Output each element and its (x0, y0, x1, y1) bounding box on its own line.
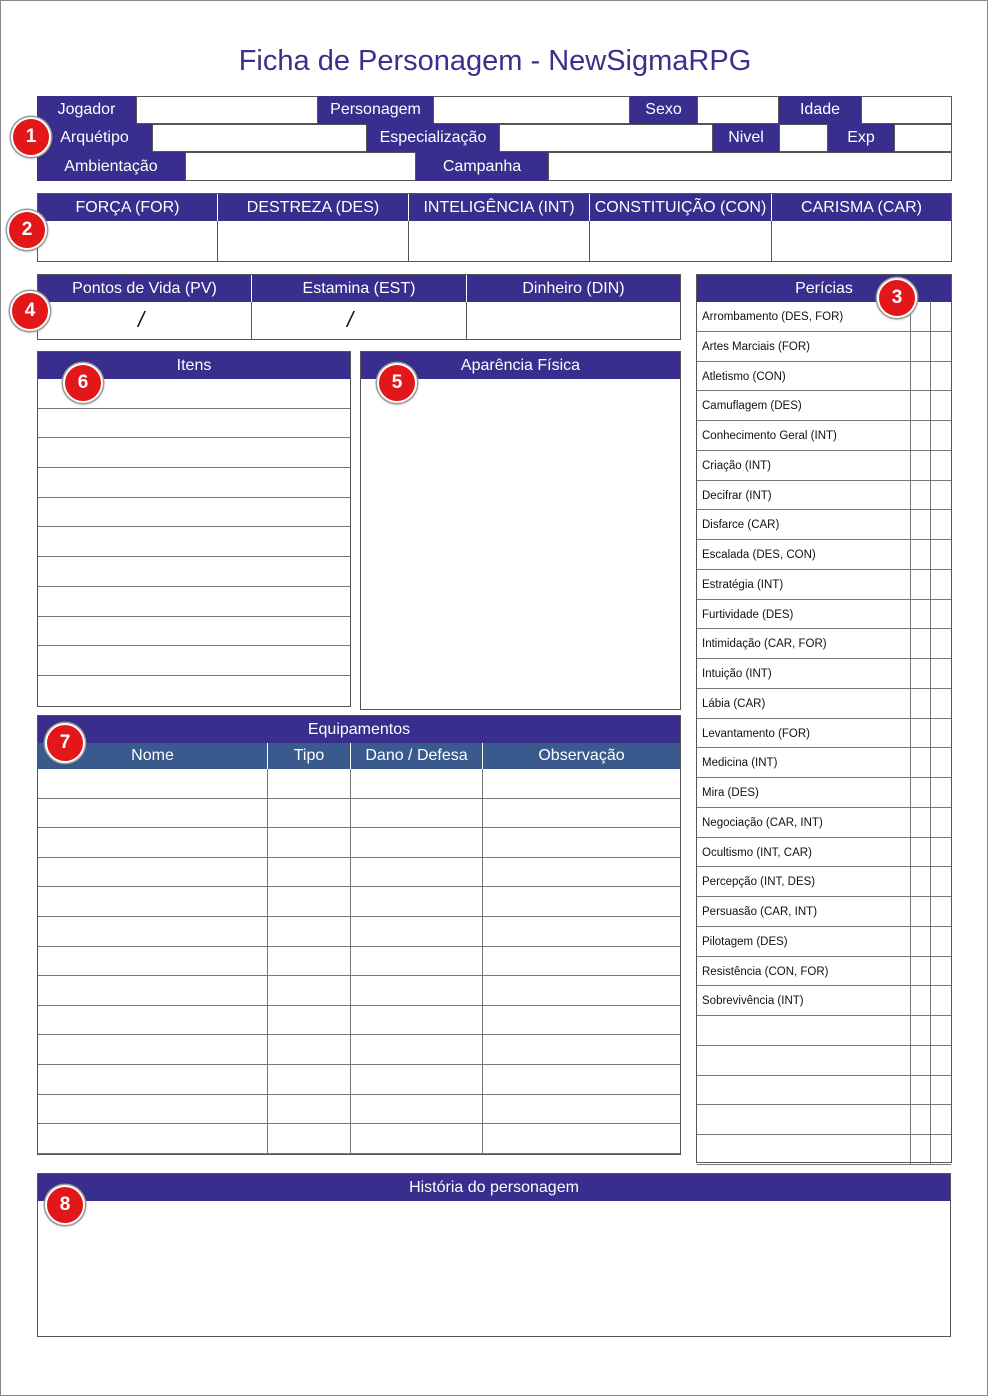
skill-row (697, 1016, 951, 1046)
skill-label: Lábia (CAR) (702, 697, 766, 710)
personagem-field[interactable] (433, 96, 630, 124)
equip-cell-nome[interactable] (38, 1124, 268, 1154)
exp-field[interactable] (894, 124, 952, 152)
skill-row (697, 1135, 951, 1165)
skill-check-2[interactable] (930, 897, 951, 927)
pv-separator: / (138, 307, 145, 332)
equip-cell-dano[interactable] (351, 1006, 483, 1036)
historia-field[interactable] (38, 1201, 950, 1336)
especializacao-field[interactable] (499, 124, 713, 152)
skill-check-2[interactable] (930, 927, 951, 957)
label-ambientacao: Ambientação (37, 152, 185, 181)
skill-row (697, 1076, 951, 1106)
equip-cell-nome[interactable] (38, 1006, 268, 1036)
idade-field[interactable] (861, 96, 952, 124)
skill-check-1[interactable] (910, 600, 930, 630)
skill-label: Negociação (CAR, INT) (702, 816, 823, 829)
aparencia-field[interactable] (361, 379, 680, 709)
skill-check-2[interactable] (930, 540, 951, 570)
equip-cell-dano[interactable] (351, 1065, 483, 1095)
equip-cell-tipo[interactable] (268, 828, 351, 858)
skill-label: Atletismo (CON) (702, 370, 786, 383)
equip-cell-nome[interactable] (38, 917, 268, 947)
skill-label: Pilotagem (DES) (702, 935, 788, 948)
equip-cell-tipo[interactable] (268, 799, 351, 829)
skill-check-1[interactable] (910, 629, 930, 659)
skill-check-1[interactable] (910, 362, 930, 392)
skill-label: Decifrar (INT) (702, 489, 772, 502)
skills-column-divider (930, 301, 931, 1162)
skill-row (697, 659, 951, 689)
skill-label: Levantamento (FOR) (702, 727, 811, 740)
skill-check-2[interactable] (930, 1076, 951, 1106)
equip-cell-tipo[interactable] (268, 976, 351, 1006)
badge-2: 2 (7, 210, 47, 250)
vital-header-din: Dinheiro (DIN) (467, 275, 680, 302)
item-row[interactable] (38, 587, 350, 617)
vitals-section (37, 274, 681, 340)
skill-label: Percepção (INT, DES) (702, 876, 816, 889)
est-separator: / (347, 307, 354, 332)
badge-8: 8 (45, 1185, 85, 1225)
equip-cell-obs[interactable] (483, 887, 680, 917)
skill-row (697, 897, 951, 927)
equip-col-tipo: Tipo (268, 743, 351, 769)
equip-cell-obs[interactable] (483, 1124, 680, 1154)
badge-7: 7 (45, 723, 85, 763)
skill-check-1[interactable] (910, 332, 930, 362)
historia-section (37, 1173, 951, 1337)
equip-cell-obs[interactable] (483, 1065, 680, 1095)
equip-cell-nome[interactable] (38, 799, 268, 829)
skills-header: Perícias (697, 275, 951, 302)
attr-header-for: FORÇA (FOR) (38, 194, 218, 221)
attr-value-car[interactable] (772, 221, 951, 261)
skill-check-1[interactable] (910, 510, 930, 540)
skill-row (697, 808, 951, 838)
vital-value-est[interactable] (252, 302, 467, 339)
item-row[interactable] (38, 557, 350, 587)
equip-cell-dano[interactable] (351, 828, 483, 858)
skill-check-2[interactable] (930, 838, 951, 868)
skill-label: Disfarce (CAR) (702, 519, 780, 532)
equip-cell-obs[interactable] (483, 799, 680, 829)
equip-cell-tipo[interactable] (268, 947, 351, 977)
skill-check-1[interactable] (910, 1135, 930, 1165)
equip-cell-tipo[interactable] (268, 1065, 351, 1095)
badge-3: 3 (877, 278, 917, 318)
equip-cell-obs[interactable] (483, 1095, 680, 1125)
skill-row (697, 570, 951, 600)
equip-col-nome: Nome (38, 743, 268, 769)
skill-label: Sobrevivência (INT) (702, 995, 804, 1008)
skill-check-2[interactable] (930, 629, 951, 659)
equip-cell-tipo[interactable] (268, 917, 351, 947)
jogador-field[interactable] (136, 96, 318, 124)
skill-check-2[interactable] (930, 1105, 951, 1135)
equip-cell-nome[interactable] (38, 1035, 268, 1065)
skill-check-1[interactable] (910, 1105, 930, 1135)
equip-cell-tipo[interactable] (268, 1124, 351, 1154)
equip-cell-dano[interactable] (351, 1035, 483, 1065)
skill-row (697, 391, 951, 421)
ambientacao-field[interactable] (185, 152, 416, 181)
skill-check-1[interactable] (910, 927, 930, 957)
item-row[interactable] (38, 676, 350, 706)
item-row[interactable] (38, 468, 350, 498)
label-nivel: Nivel (713, 124, 779, 152)
badge-5: 5 (377, 363, 417, 403)
skill-check-1[interactable] (910, 391, 930, 421)
skill-check-1[interactable] (910, 778, 930, 808)
skill-check-2[interactable] (930, 391, 951, 421)
skill-check-2[interactable] (930, 1135, 951, 1165)
itens-header: Itens (38, 352, 350, 379)
skill-check-2[interactable] (930, 510, 951, 540)
attr-header-car: CARISMA (CAR) (772, 194, 951, 221)
skill-label: Conhecimento Geral (INT) (702, 430, 837, 442)
skill-row (697, 838, 951, 868)
page-title: Ficha de Personagem - NewSigmaRPG (238, 45, 752, 77)
equip-cell-tipo[interactable] (268, 1035, 351, 1065)
equip-cell-dano[interactable] (351, 976, 483, 1006)
skills-column-divider (910, 301, 911, 1162)
attr-header-int: INTELIGÊNCIA (INT) (409, 194, 590, 221)
skill-check-2[interactable] (930, 362, 951, 392)
attr-value-int[interactable] (409, 221, 590, 261)
skill-check-2[interactable] (930, 1046, 951, 1076)
skill-label: Furtividade (DES) (702, 608, 794, 621)
equip-cell-obs[interactable] (483, 1006, 680, 1036)
skill-check-1[interactable] (910, 570, 930, 600)
skill-label: Camuflagem (DES) (702, 400, 802, 413)
skill-check-2[interactable] (930, 986, 951, 1016)
skill-row (697, 867, 951, 897)
skill-check-2[interactable] (930, 867, 951, 897)
skill-row (697, 421, 951, 451)
attr-header-des: DESTREZA (DES) (218, 194, 409, 221)
attr-value-des[interactable] (218, 221, 409, 261)
skill-check-2[interactable] (930, 719, 951, 749)
equip-cell-nome[interactable] (38, 1095, 268, 1125)
equip-cell-dano[interactable] (351, 858, 483, 888)
skill-check-2[interactable] (930, 689, 951, 719)
skill-row (697, 927, 951, 957)
skill-label: Artes Marciais (FOR) (702, 340, 810, 353)
skill-row (697, 362, 951, 392)
item-row[interactable] (38, 409, 350, 439)
skill-check-1[interactable] (910, 451, 930, 481)
skill-check-1[interactable] (910, 986, 930, 1016)
skill-row (697, 540, 951, 570)
skill-row (697, 748, 951, 778)
equip-cell-obs[interactable] (483, 858, 680, 888)
item-row[interactable] (38, 528, 350, 558)
skill-check-2[interactable] (930, 332, 951, 362)
sexo-field[interactable] (697, 96, 779, 124)
item-row[interactable] (38, 646, 350, 676)
label-exp: Exp (828, 124, 894, 152)
label-personagem: Personagem (318, 96, 433, 124)
badge-4: 4 (10, 291, 50, 331)
skill-check-1[interactable] (910, 957, 930, 987)
equip-cell-nome[interactable] (38, 887, 268, 917)
skill-label: Ocultismo (INT, CAR) (702, 846, 812, 859)
equip-cell-tipo[interactable] (268, 1006, 351, 1036)
attr-value-for[interactable] (38, 221, 218, 261)
historia-header: História do personagem (38, 1174, 950, 1201)
vital-header-pv: Pontos de Vida (PV) (38, 275, 252, 302)
skill-check-2[interactable] (930, 481, 951, 511)
skill-row (697, 332, 951, 362)
label-campanha: Campanha (416, 152, 548, 181)
skill-check-1[interactable] (910, 1076, 930, 1106)
skill-check-1[interactable] (910, 838, 930, 868)
skill-row (697, 1105, 951, 1135)
skill-check-1[interactable] (910, 659, 930, 689)
skill-check-2[interactable] (930, 778, 951, 808)
skill-check-2[interactable] (930, 748, 951, 778)
attr-value-con[interactable] (590, 221, 772, 261)
badge-1: 1 (11, 117, 51, 157)
skill-check-2[interactable] (930, 451, 951, 481)
skill-check-2[interactable] (930, 808, 951, 838)
aparencia-header: Aparência Física (361, 352, 680, 379)
item-row[interactable] (38, 617, 350, 647)
skill-row (697, 957, 951, 987)
label-idade: Idade (779, 96, 861, 124)
equip-cell-dano[interactable] (351, 799, 483, 829)
skill-label: Intuição (INT) (702, 668, 772, 680)
skill-row (697, 510, 951, 540)
skill-label: Mira (DES) (702, 787, 759, 799)
skill-check-1[interactable] (910, 1046, 930, 1076)
equip-header: Equipamentos (38, 716, 680, 743)
equip-col-dano: Dano / Defesa (351, 743, 483, 769)
skill-row (697, 689, 951, 719)
equip-cell-obs[interactable] (483, 976, 680, 1006)
skill-row (697, 481, 951, 511)
skill-label: Persuasão (CAR, INT) (702, 906, 818, 918)
skill-check-2[interactable] (930, 570, 951, 600)
vital-header-est: Estamina (EST) (252, 275, 467, 302)
aparencia-section (360, 351, 681, 710)
vital-value-din[interactable] (467, 302, 680, 339)
label-jogador: Jogador (37, 96, 136, 124)
skill-check-1[interactable] (910, 867, 930, 897)
equip-col-obs: Observação (483, 743, 680, 769)
skill-row (697, 600, 951, 630)
skill-label: Arrombamento (DES, FOR) (702, 311, 844, 323)
equip-cell-obs[interactable] (483, 828, 680, 858)
skill-check-1[interactable] (910, 719, 930, 749)
equip-cell-obs[interactable] (483, 1035, 680, 1065)
skill-check-1[interactable] (910, 897, 930, 927)
skill-label: Criação (INT) (702, 459, 772, 472)
skill-check-2[interactable] (930, 1016, 951, 1046)
skill-check-2[interactable] (930, 659, 951, 689)
skill-row (697, 629, 951, 659)
skill-check-2[interactable] (930, 302, 951, 332)
skill-check-1[interactable] (910, 481, 930, 511)
skill-label: Resistência (CON, FOR) (702, 965, 829, 978)
equip-cell-nome[interactable] (38, 1065, 268, 1095)
skill-check-2[interactable] (930, 957, 951, 987)
skill-label: Intimidação (CAR, FOR) (702, 638, 827, 651)
skill-check-1[interactable] (910, 540, 930, 570)
equip-cell-obs[interactable] (483, 917, 680, 947)
item-row[interactable] (38, 498, 350, 528)
skill-check-2[interactable] (930, 600, 951, 630)
label-especializacao: Especialização (367, 124, 499, 152)
equip-cell-dano[interactable] (351, 1095, 483, 1125)
equip-cell-nome[interactable] (38, 976, 268, 1006)
skill-check-1[interactable] (910, 748, 930, 778)
skill-check-2[interactable] (930, 421, 951, 451)
equip-cell-tipo[interactable] (268, 858, 351, 888)
skill-row (697, 986, 951, 1016)
label-sexo: Sexo (630, 96, 697, 124)
skill-check-1[interactable] (910, 421, 930, 451)
equip-cell-dano[interactable] (351, 917, 483, 947)
label-arquetipo: Arquétipo (37, 124, 152, 152)
equip-cell-nome[interactable] (38, 769, 268, 799)
equip-cell-nome[interactable] (38, 828, 268, 858)
skill-check-1[interactable] (910, 689, 930, 719)
equip-cell-tipo[interactable] (268, 1095, 351, 1125)
equip-cell-dano[interactable] (351, 887, 483, 917)
campanha-field[interactable] (548, 152, 952, 181)
attr-header-con: CONSTITUIÇÃO (CON) (590, 194, 772, 221)
equip-cell-nome[interactable] (38, 947, 268, 977)
skill-row (697, 1046, 951, 1076)
badge-6: 6 (63, 363, 103, 403)
skill-row (697, 451, 951, 481)
skill-check-1[interactable] (910, 808, 930, 838)
arquetipo-field[interactable] (152, 124, 367, 152)
equip-cell-dano[interactable] (351, 1124, 483, 1154)
equip-cell-dano[interactable] (351, 947, 483, 977)
skill-label: Escalada (DES, CON) (702, 549, 816, 561)
vital-value-pv[interactable] (38, 302, 252, 339)
skill-label: Medicina (INT) (702, 757, 778, 770)
skill-check-1[interactable] (910, 1016, 930, 1046)
equip-cell-obs[interactable] (483, 947, 680, 977)
equip-cell-obs[interactable] (483, 769, 680, 799)
attributes-section (37, 193, 952, 262)
info-section (37, 96, 952, 181)
skill-row (697, 778, 951, 808)
equip-cell-tipo[interactable] (268, 769, 351, 799)
equip-cell-tipo[interactable] (268, 887, 351, 917)
skill-row (697, 719, 951, 749)
nivel-field[interactable] (779, 124, 828, 152)
equip-cell-nome[interactable] (38, 858, 268, 888)
item-row[interactable] (38, 438, 350, 468)
equip-cell-dano[interactable] (351, 769, 483, 799)
skill-label: Estratégia (INT) (702, 578, 784, 591)
